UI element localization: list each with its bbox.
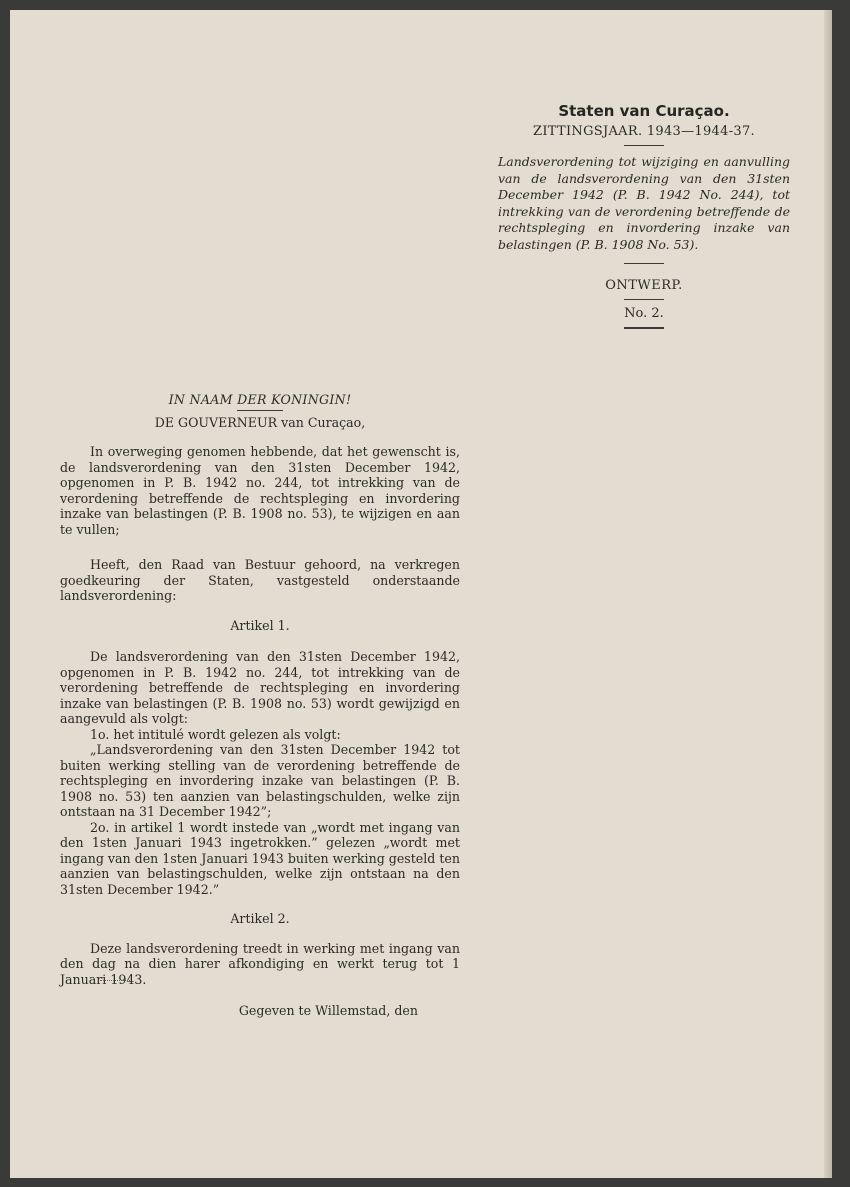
draft-label: ONTWERP. <box>605 278 683 293</box>
institution-name: Staten van Curaçao. <box>558 102 730 120</box>
article-1-item-1-quote: „Landsverordening van den 31sten December 1942 tot buiten werking stelling van de verordening betreffende de rechtspleging en invordering inzake van belastingen (P. B. 1908 no. 53) ten aanzien van belastingschulden, welke zijn ontstaan na 31 December 1942”; <box>60 742 460 819</box>
divider <box>237 410 283 411</box>
ordinance-body <box>60 392 460 1019</box>
ordinance-title: Landsverordening tot wijziging en aanvulling van de landsverordening van den 31sten December 1942 (P. B. 1942 No. 244), tot intrekking van de verordening betreffende de rechtspleging en invordering inzake van belastingen (P. B. 1908 No. 53). <box>498 154 790 252</box>
divider <box>624 299 664 300</box>
article-2-text: Deze landsverordening treedt in werking met ingang van den dag na dien harer afkondiging en werkt terug tot 1 Januari 1943. <box>60 940 460 987</box>
page-edge-shadow <box>824 10 832 1178</box>
given-at-line: Gegeven te Willemstad, den <box>238 1003 418 1018</box>
considering-paragraph: In overweging genomen hebbende, dat het gewenscht is, de landsverordening van den 31sten December 1942, opgenomen in P. B. 1942 no. 244, tot intrekking van de verordening betreffende de rechtspleging en invordering inzake van belastingen (P. B. 1908 no. 53), te wijzigen en aan te vullen; <box>60 444 460 537</box>
signature-line <box>100 980 130 981</box>
document-page <box>10 10 832 1178</box>
article-2-heading: Artikel 2. <box>230 911 290 926</box>
governor-line: DE GOUVERNEUR van Curaçao, <box>154 414 366 430</box>
divider <box>624 263 664 264</box>
divider <box>624 145 664 146</box>
article-1-item-1: 1o. het intitulé wordt gelezen als volgt: <box>90 726 341 742</box>
article-1-intro: De landsverordening van den 31sten December 1942, opgenomen in P. B. 1942 no. 244, tot intrekking van de verordening betreffende de rechtspleging en invordering inzake van belastingen (P. B. 1908 no. 53) wordt gewijzigd en aangevuld als volgt: <box>60 649 460 726</box>
enactment-paragraph: Heeft, den Raad van Bestuur gehoord, na verkregen goedkeuring der Staten, vastgesteld onderstaande landsverordening: <box>60 557 460 603</box>
article-1-item-2: 2o. in artikel 1 wordt instede van „wordt met ingang van den 1sten Januari 1943 ingetrokken.” gelezen „wordt met ingang van den 1sten Januari 1943 buiten werking gesteld ten aanzien van belastingschulden, welke zijn ontstaan na den 31sten December 1942.” <box>60 819 460 897</box>
draft-number: No. 2. <box>624 306 664 321</box>
divider <box>624 327 664 329</box>
invocation: IN NAAM DER KONINGIN! <box>168 392 352 407</box>
session-year: ZITTINGSJAAR. 1943—1944-37. <box>533 124 755 139</box>
header-block <box>496 102 792 337</box>
article-1-heading: Artikel 1. <box>230 617 290 633</box>
